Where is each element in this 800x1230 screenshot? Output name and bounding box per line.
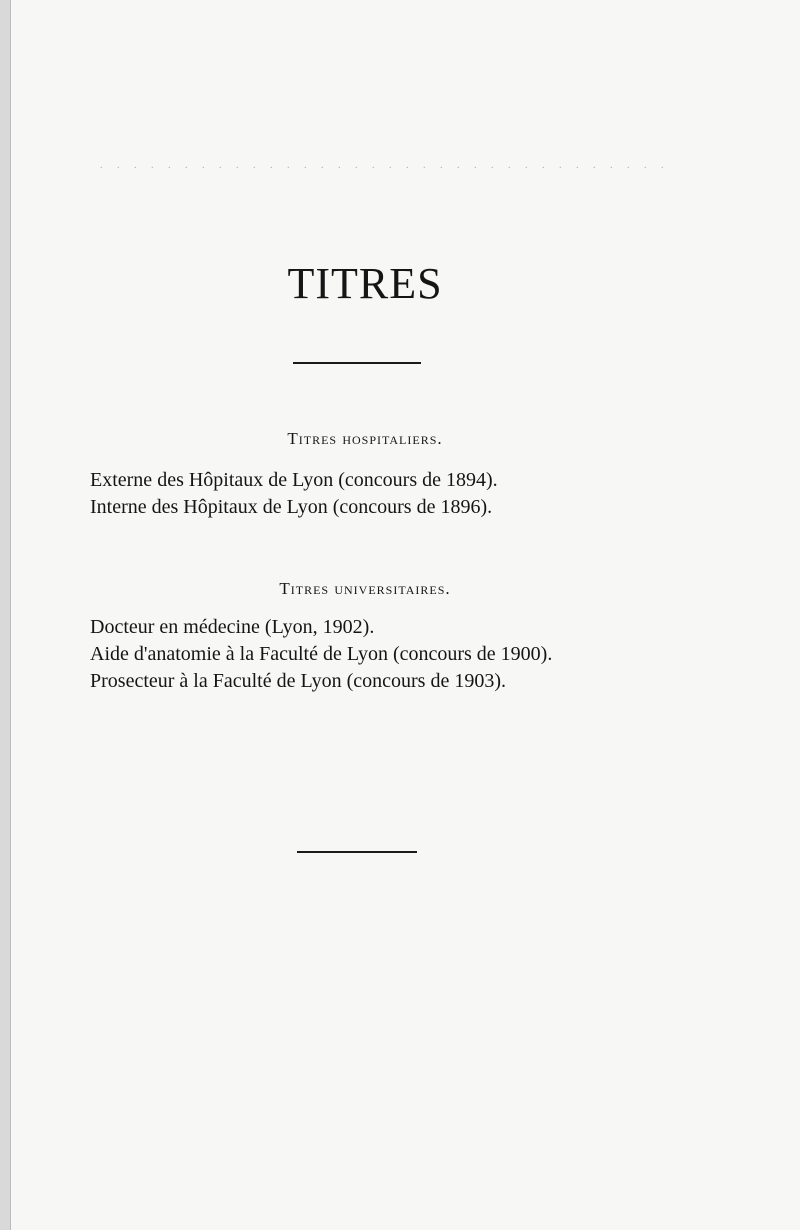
list-item: Prosecteur à la Faculté de Lyon (concours de 1903). — [90, 670, 506, 692]
section-heading-universitaires: Titres universitaires. — [279, 579, 451, 598]
list-item: Aide d'anatomie à la Faculté de Lyon (concours de 1900). — [90, 643, 553, 665]
end-rule — [297, 851, 417, 853]
list-item: Interne des Hôpitaux de Lyon (concours de 1896). — [90, 496, 493, 518]
section-items-universitaires — [90, 614, 730, 695]
title-rule — [293, 362, 421, 364]
section-items-hospitaliers — [90, 467, 730, 521]
page-title: TITRES — [287, 259, 443, 308]
document-page — [10, 0, 800, 1230]
bleed-through-dots: . . . . . . . . . . . . . . . . . . . . . . . . . . . . . . . . . . — [100, 160, 670, 171]
list-item: Docteur en médecine (Lyon, 1902). — [90, 616, 375, 638]
section-heading-hospitaliers: Titres hospitaliers. — [287, 429, 443, 448]
list-item: Externe des Hôpitaux de Lyon (concours de 1894). — [90, 469, 498, 491]
